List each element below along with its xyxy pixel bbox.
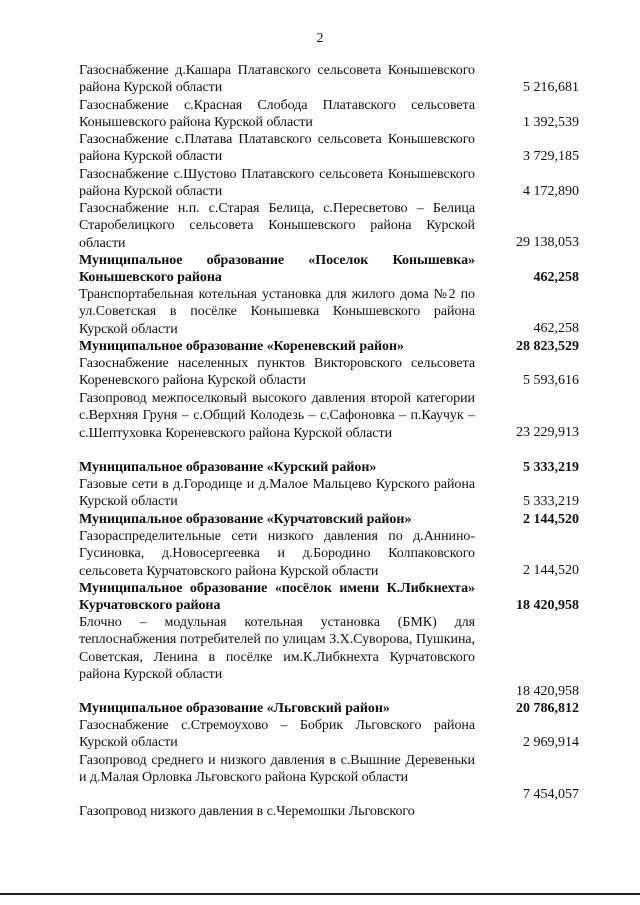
- section-heading: Муниципальное образование «посёлок имени К.Либкнехта» Курчатовского района: [79, 581, 475, 614]
- section-total: 28 823,529: [516, 339, 579, 354]
- entry-description: Блочно – модульная котельная установка (БМК) для теплоснабжения потребителей по улицам З.Х.Суворова, Пушкина, Советская, Ленина в посёлке им.К.Либкнехта Курчатовского района Курской области: [79, 615, 475, 682]
- entry-row: [79, 390, 579, 442]
- entry-amount: 5 333,219: [523, 494, 579, 509]
- entry-description: Газоснабжение д.Кашара Платавского сельсовета Конышевского района Курской области: [79, 63, 475, 96]
- entry-description: Газоснабжение н.п. с.Старая Белица, с.Пересветово – Белица Старобелицкого сельсовета Конышевского района Курской области: [79, 201, 475, 251]
- section-row: [79, 459, 579, 476]
- section-row: [79, 252, 579, 287]
- section-heading: Муниципальное образование «Курский район»: [79, 460, 377, 475]
- entry-description: Транспортабельная котельная установка для жилого дома №2 по ул.Советская в посёлке Конышевка Конышевского района Курской области: [79, 287, 475, 337]
- entry-amount: 1 392,539: [523, 115, 579, 130]
- section-row: [79, 700, 579, 717]
- section-row: [79, 580, 579, 615]
- section-heading: Муниципальное образование «Кореневский район»: [79, 339, 404, 354]
- section-row: [79, 511, 579, 528]
- footer-rule: [0, 893, 640, 895]
- entry-amount: 7 454,057: [523, 787, 579, 802]
- entry-row: [79, 62, 579, 97]
- entry-row: [79, 752, 579, 802]
- entry-row: [79, 355, 579, 390]
- entry-row: [79, 286, 579, 338]
- entry-description: Газораспределительные сети низкого давления по д.Аннино-Гусиновка, д.Новосергеевка и д.Бородино Колпаковского сельсовета Курчатовского района Курской области: [79, 529, 475, 579]
- entry-description: Газоснабжение населенных пунктов Викторовского сельсовета Кореневского района Курской области: [79, 356, 475, 389]
- section-total: 5 333,219: [523, 460, 579, 475]
- entry-row: [79, 476, 579, 511]
- entry-description: Газовые сети в д.Городище и д.Малое Мальцево Курского района Курской области: [79, 477, 475, 510]
- entry-amount: 29 138,053: [516, 235, 579, 250]
- section-heading: Муниципальное образование «Льговский район»: [79, 701, 390, 716]
- section-row: [79, 338, 579, 355]
- entry-row: [79, 803, 579, 820]
- entry-amount: 5 216,681: [523, 80, 579, 95]
- section-heading: Муниципальное образование «Поселок Конышевка» Конышевского района: [79, 253, 475, 286]
- entry-description: Газопровод среднего и низкого давления в с.Вышние Деревеньки и д.Малая Орловка Льговского района Курской области: [79, 753, 475, 786]
- entry-amount: 462,258: [533, 321, 579, 336]
- section-heading: Муниципальное образование «Курчатовский район»: [79, 512, 412, 527]
- entry-amount: 2 969,914: [523, 735, 579, 750]
- entry-amount: 3 729,185: [523, 149, 579, 164]
- entry-description: Газопровод низкого давления в с.Черемошки Льговского: [79, 804, 415, 819]
- entry-row: [79, 131, 579, 166]
- entry-amount: 5 593,616: [523, 373, 579, 388]
- entry-row: [79, 717, 579, 752]
- entry-description: Газопровод межпоселковый высокого давления второй категории с.Верхняя Груня – с.Общий Колодезь – с.Сафоновка – п.Каучук – с.Шептуховка Кореневского района Курской области: [79, 391, 475, 441]
- page-number: 2: [316, 31, 324, 46]
- section-total: 2 144,520: [523, 512, 579, 527]
- entry-row: [79, 97, 579, 132]
- entry-amount: 2 144,520: [523, 563, 579, 578]
- section-total: 20 786,812: [516, 701, 579, 716]
- entry-description: Газоснабжение с.Стремоухово – Бобрик Льговского района Курской области: [79, 718, 475, 751]
- entry-amount: 18 420,958: [516, 684, 579, 699]
- entry-description: Газоснабжение с.Красная Слобода Платавского сельсовета Конышевского района Курской области: [79, 98, 475, 131]
- entry-row: [79, 166, 579, 201]
- entry-row: [79, 614, 579, 699]
- entry-amount: 23 229,913: [516, 425, 579, 440]
- section-total: 462,258: [533, 270, 579, 285]
- entry-amount: 4 172,890: [523, 184, 579, 199]
- entry-row: [79, 200, 579, 252]
- entry-description: Газоснабжение с.Платава Платавского сельсовета Конышевского района Курской области: [79, 132, 475, 165]
- entry-row: [79, 528, 579, 580]
- entry-description: Газоснабжение с.Шустово Платавского сельсовета Конышевского района Курской области: [79, 167, 475, 200]
- section-total: 18 420,958: [516, 598, 579, 613]
